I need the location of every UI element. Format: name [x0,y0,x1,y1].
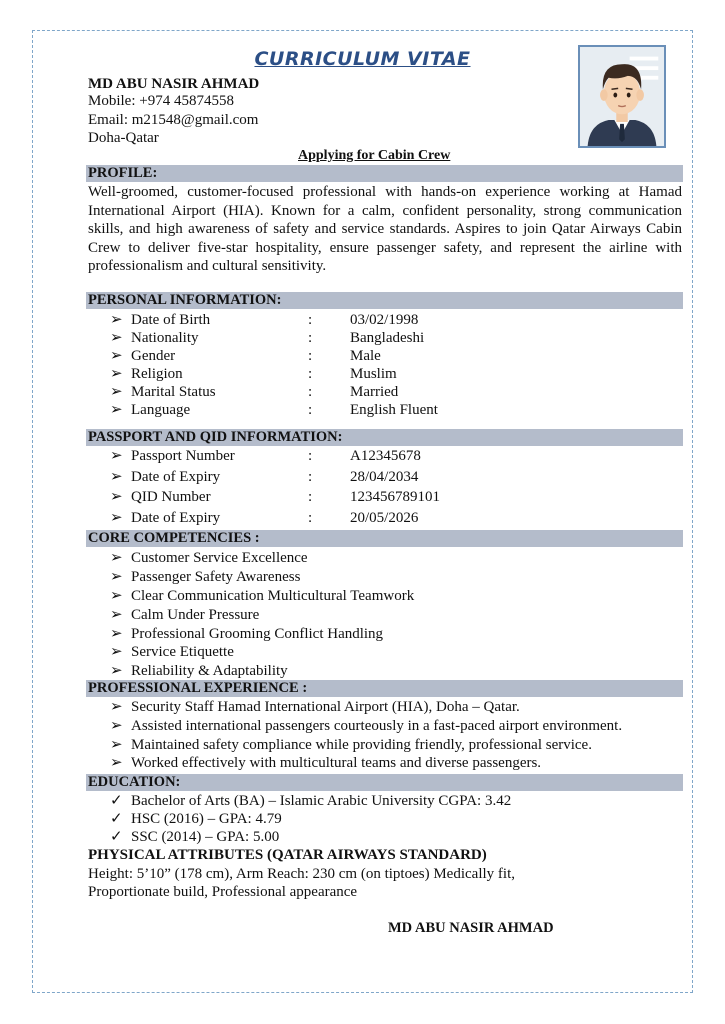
section-bar-experience [86,680,683,697]
row-colon: : [308,366,313,382]
section-heading-experience: PROFESSIONAL EXPERIENCE : [88,680,308,696]
row-value: Muslim [350,366,397,382]
email-address: Email: m21548@gmail.com [88,112,259,128]
row-colon: : [308,469,313,485]
row-value: 03/02/1998 [350,312,419,328]
row-label: Nationality [131,330,199,346]
section-bar-education [86,774,683,791]
arrow-bullet-icon: ➢ [110,469,123,485]
row-value: 20/05/2026 [350,510,419,526]
arrow-bullet-icon: ➢ [110,510,123,526]
row-colon: : [308,448,313,464]
row-label: Date of Expiry [131,510,221,526]
physical-heading: PHYSICAL ATTRIBUTES (QATAR AIRWAYS STANDARD) [88,847,487,863]
arrow-bullet-icon: ➢ [110,330,123,346]
section-heading-profile: PROFILE: [88,165,158,181]
row-label: Gender [131,348,176,364]
section-heading-education: EDUCATION: [88,774,181,790]
row-value: Male [350,348,381,364]
row-value: Married [350,384,399,400]
arrow-bullet-icon: ➢ [110,448,123,464]
row-label: Language [131,402,191,418]
physical-line: Proportionate build, Professional appearance [88,884,358,900]
arrow-bullet-icon: ➢ [110,384,123,400]
arrow-bullet-icon: ➢ [110,348,123,364]
applying-for: Applying for Cabin Crew [298,148,451,163]
signature-name: MD ABU NASIR AHMAD [388,920,554,936]
candidate-name: MD ABU NASIR AHMAD [88,76,260,92]
check-bullet-icon: ✓ [110,793,123,809]
physical-line: Height: 5’10” (178 cm), Arm Reach: 230 cm (on tiptoes) Medically fit, [88,866,515,882]
check-bullet-icon: ✓ [110,811,123,827]
arrow-bullet-icon: ➢ [110,588,123,604]
row-colon: : [308,348,313,364]
location: Doha-Qatar [88,130,159,146]
section-heading-personal: PERSONAL INFORMATION: [88,292,282,308]
arrow-bullet-icon: ➢ [110,755,123,771]
mobile-number: Mobile: +974 45874558 [88,93,234,109]
row-label: QID Number [131,489,211,505]
arrow-bullet-icon: ➢ [110,626,123,642]
row-label: Religion [131,366,183,382]
check-bullet-icon: ✓ [110,829,123,845]
row-label: Marital Status [131,384,216,400]
profile-photo [578,45,666,148]
row-value: A12345678 [350,448,421,464]
row-value: English Fluent [350,402,438,418]
arrow-bullet-icon: ➢ [110,718,123,734]
section-bar-personal [86,292,683,309]
row-value: Bangladeshi [350,330,425,346]
arrow-bullet-icon: ➢ [110,607,123,623]
arrow-bullet-icon: ➢ [110,737,123,753]
arrow-bullet-icon: ➢ [110,550,123,566]
avatar-icon [580,47,664,146]
arrow-bullet-icon: ➢ [110,312,123,328]
row-colon: : [308,312,313,328]
section-heading-passport: PASSPORT AND QID INFORMATION: [88,429,343,445]
row-label: Passport Number [131,448,235,464]
arrow-bullet-icon: ➢ [110,663,123,679]
arrow-bullet-icon: ➢ [110,569,123,585]
profile-text: Well-groomed, customer-focused professional with hands-on experience working at Hamad International Airport (HIA). Known for a calm, confident personality, strong communication skills, and high awareness of safety and service standards. Aspires to join Qatar Airways Cabin Crew to deliver five-star hospitality, ensure passenger safety, and represent the airline with professionalism and cultural sensitivity. [88,184,682,274]
cv-title: CURRICULUM VITAE [254,48,471,70]
arrow-bullet-icon: ➢ [110,644,123,660]
row-colon: : [308,489,313,505]
section-bar-passport [86,429,683,446]
row-value: 123456789101 [350,489,440,505]
row-colon: : [308,402,313,418]
section-bar-competencies [86,530,683,547]
section-bar-profile [86,165,683,182]
row-label: Date of Expiry [131,469,221,485]
row-value: 28/04/2034 [350,469,419,485]
row-colon: : [308,510,313,526]
arrow-bullet-icon: ➢ [110,402,123,418]
arrow-bullet-icon: ➢ [110,366,123,382]
section-heading-competencies: CORE COMPETENCIES : [88,530,260,546]
arrow-bullet-icon: ➢ [110,489,123,505]
arrow-bullet-icon: ➢ [110,699,123,715]
row-colon: : [308,330,313,346]
row-colon: : [308,384,313,400]
row-label: Date of Birth [131,312,211,328]
